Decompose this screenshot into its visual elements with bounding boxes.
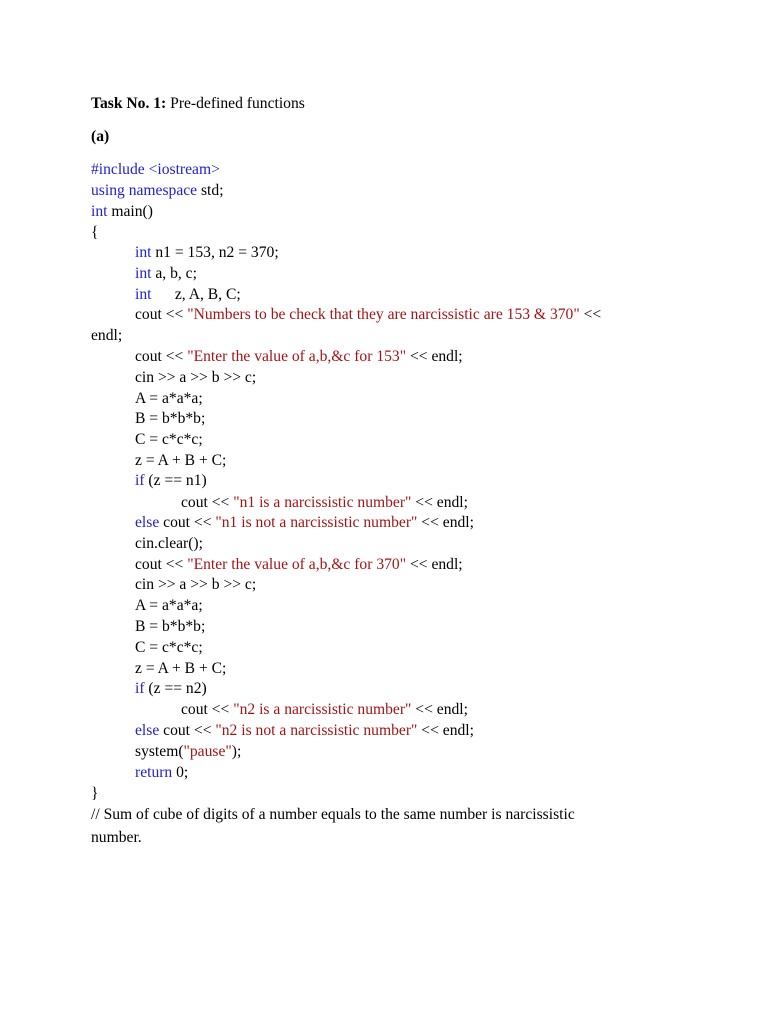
code-line-cin-clear: cin.clear();: [135, 535, 203, 552]
code-string: "n1 is not a narcissistic number": [215, 514, 418, 531]
code-line-decl-n: [135, 244, 279, 262]
code-text: cout <<: [135, 306, 188, 323]
code-keyword: if: [135, 472, 145, 489]
code-text: z, A, B, C;: [151, 286, 241, 303]
code-keyword: using namespace: [91, 182, 198, 199]
code-string: "Numbers to be check that they are narcissistic are 153 & 370": [187, 306, 580, 323]
code-text: << endl;: [406, 556, 463, 573]
comment-line-2: number.: [91, 829, 142, 846]
code-line-else-n2: [135, 722, 474, 740]
code-line-A-2: A = a*a*a;: [135, 597, 203, 614]
code-line-cin-2: cin >> a >> b >> c;: [135, 576, 257, 593]
code-line-close-brace: }: [91, 785, 99, 802]
code-text: (z == n2): [144, 680, 207, 697]
code-text: main(): [107, 203, 153, 220]
code-text: << endl;: [411, 494, 468, 511]
code-line-cout-153: [135, 348, 463, 366]
code-line-return: [135, 764, 188, 782]
code-text: system(: [135, 743, 184, 760]
code-line-open-brace: {: [91, 224, 99, 241]
code-text: << endl;: [411, 701, 468, 718]
code-text: cout <<: [159, 514, 216, 531]
code-text: n1 = 153, n2 = 370;: [151, 244, 279, 261]
code-keyword: int: [135, 286, 152, 303]
code-keyword: else: [135, 722, 160, 739]
code-line-cout-n2-yes: [181, 701, 468, 719]
code-line-z-1: z = A + B + C;: [135, 452, 227, 469]
code-keyword: return: [135, 764, 173, 781]
code-line-B-2: B = b*b*b;: [135, 618, 206, 635]
code-text: cout <<: [181, 494, 234, 511]
code-line-if-n1: [135, 472, 207, 490]
code-string: "Enter the value of a,b,&c for 370": [187, 556, 407, 573]
code-line-cout-intro: [135, 306, 601, 324]
code-line-else-n1: [135, 514, 474, 532]
task-heading: [91, 95, 305, 113]
code-line-decl-abc: [135, 265, 197, 283]
code-line-if-n2: [135, 680, 207, 698]
code-line-include: [91, 161, 220, 179]
code-string: "Enter the value of a,b,&c for 153": [187, 348, 407, 365]
code-keyword: int: [91, 203, 108, 220]
code-keyword: #include <iostream>: [91, 161, 220, 178]
code-line-decl-z: [135, 286, 241, 304]
code-keyword: int: [135, 265, 152, 282]
code-text: << endl;: [417, 722, 474, 739]
code-line-A-1: A = a*a*a;: [135, 390, 203, 407]
code-text: (z == n1): [144, 472, 207, 489]
code-text: cout <<: [135, 556, 188, 573]
code-line-using: [91, 182, 224, 200]
code-line-endl: endl;: [91, 327, 123, 344]
code-text: << endl;: [417, 514, 474, 531]
code-text: std;: [197, 182, 224, 199]
code-text: << endl;: [406, 348, 463, 365]
comment-line-1: // Sum of cube of digits of a number equals to the same number is narcissistic: [91, 806, 575, 823]
code-line-B-1: B = b*b*b;: [135, 410, 206, 427]
code-line-z-2: z = A + B + C;: [135, 660, 227, 677]
code-keyword: else: [135, 514, 160, 531]
code-text: cout <<: [159, 722, 216, 739]
code-text: <<: [579, 306, 602, 323]
code-text: cout <<: [181, 701, 234, 718]
code-text: a, b, c;: [151, 265, 197, 282]
code-string: "pause": [183, 743, 232, 760]
code-text: 0;: [172, 764, 189, 781]
code-keyword: int: [135, 244, 152, 261]
code-text: cout <<: [135, 348, 188, 365]
code-line-C-2: C = c*c*c;: [135, 639, 203, 656]
code-line-cout-n1-yes: [181, 494, 468, 512]
code-line-system-pause: [135, 743, 241, 761]
code-string: "n2 is not a narcissistic number": [215, 722, 418, 739]
code-text: );: [231, 743, 242, 760]
code-line-cout-370: [135, 556, 463, 574]
code-keyword: if: [135, 680, 145, 697]
code-string: "n2 is a narcissistic number": [233, 701, 412, 718]
task-label: Task No. 1:: [91, 95, 167, 112]
code-line-cin-1: cin >> a >> b >> c;: [135, 369, 257, 386]
code-string: "n1 is a narcissistic number": [233, 494, 412, 511]
task-title: Pre-defined functions: [166, 95, 305, 112]
code-line-main: [91, 203, 153, 221]
code-line-C-1: C = c*c*c;: [135, 431, 203, 448]
part-label: (a): [91, 128, 110, 145]
